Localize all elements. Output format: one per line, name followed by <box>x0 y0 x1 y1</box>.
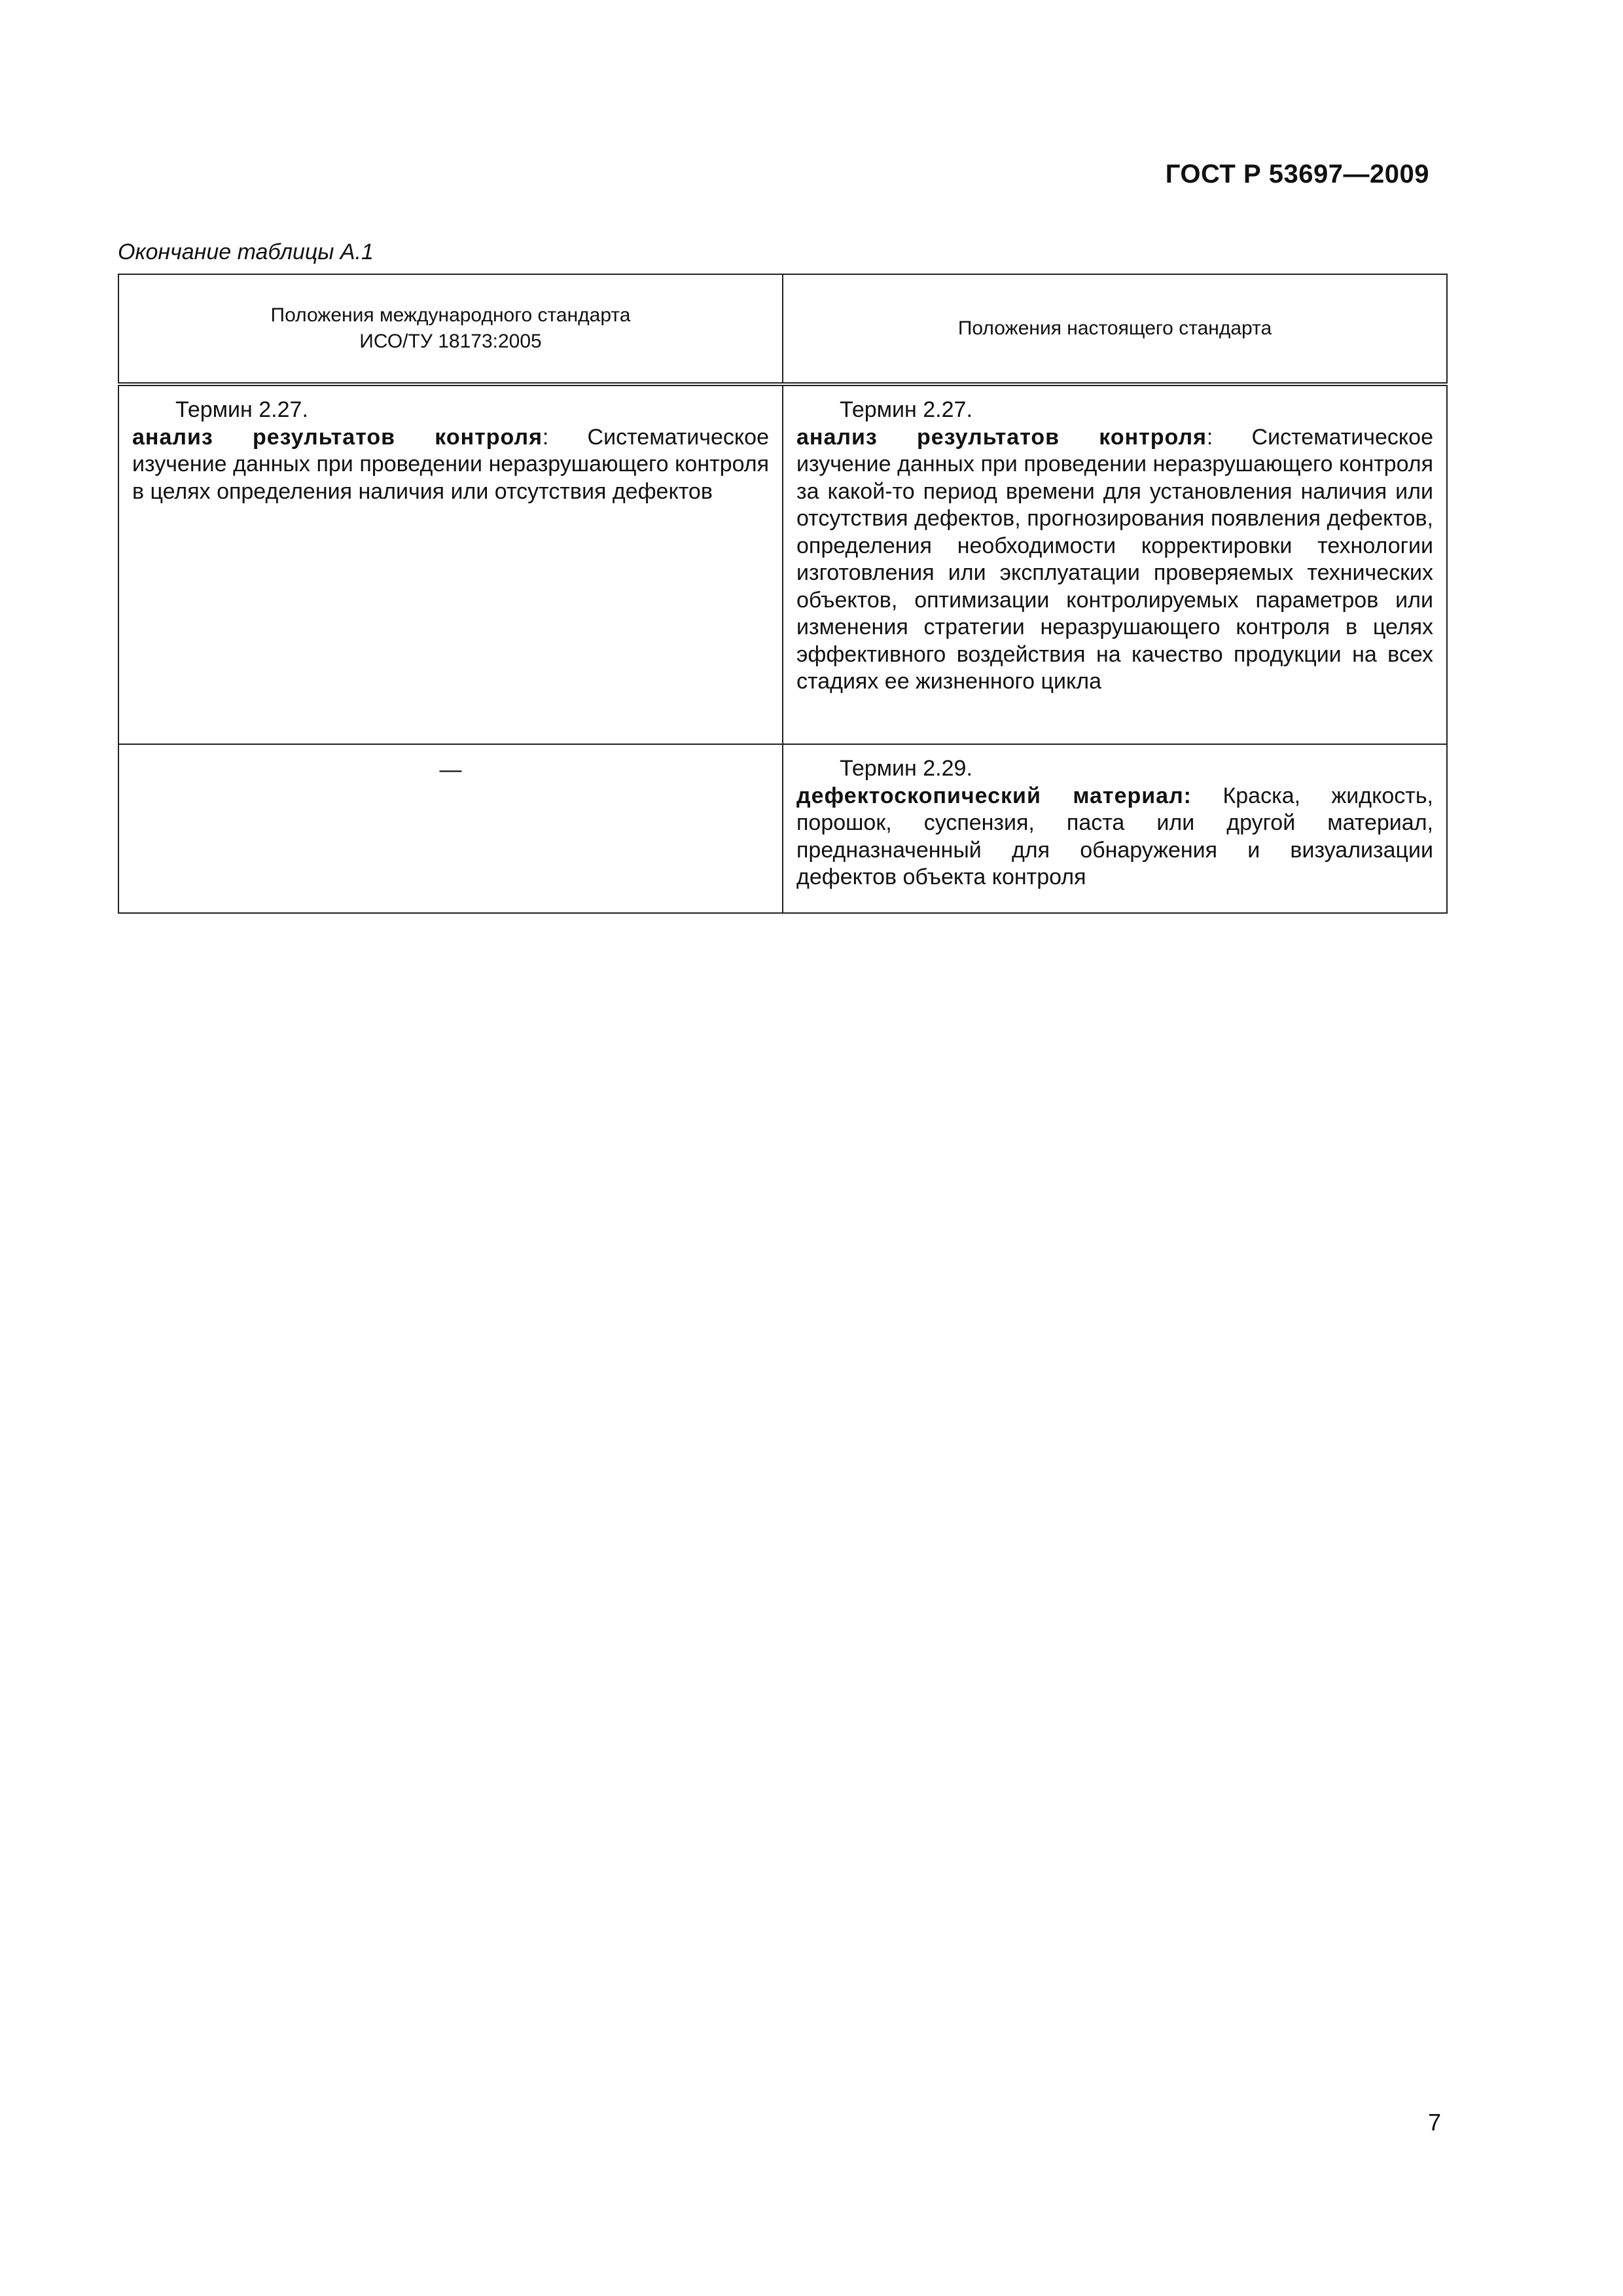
table-cell-international-empty <box>118 744 783 913</box>
column-header-international-line1: Положения международного стандарта <box>270 304 631 326</box>
comparison-table-container <box>118 274 1446 914</box>
page-number: 7 <box>1427 2109 1441 2136</box>
table-cell-international <box>118 384 783 744</box>
empty-cell-dash: — <box>439 757 462 782</box>
table-header <box>118 274 1447 384</box>
term-definition: : Систематическое изучение данных при проведении неразрушающего контроля за какой-то период времени для установления наличия или отсутствия дефектов, прогнозирования появления дефектов, определения необходимости корректировки технологии изготовления или эксплуатации проверяемых технических объектов, оптимизации контролируемых параметров или изменения стратегии неразрушающего контроля в целях эффективного воздействия на качество продукции на всех стадиях ее жизненного цикла <box>796 424 1433 694</box>
term-number: Термин 2.27. <box>175 397 308 422</box>
document-header-standard-id: ГОСТ Р 53697—2009 <box>1165 160 1429 188</box>
table-row <box>118 744 1447 913</box>
term-number: Термин 2.29. <box>840 756 972 781</box>
term-definition: Краска, жидкость, порошок, суспензия, паста или другой материал, предназначенный для обнаружения и визуализации дефектов объекта контроля <box>796 783 1433 889</box>
table-cell-current <box>783 744 1447 913</box>
column-header-international <box>118 274 783 384</box>
column-header-international-line2: ИСО/ТУ 18173:2005 <box>359 331 542 352</box>
table-header-row <box>118 274 1447 384</box>
term-definition: : Систематическое изучение данных при проведении неразрушающего контроля в целях определения наличия или отсутствия дефектов <box>132 424 769 504</box>
table-row <box>118 384 1447 744</box>
term-title: анализ результатов контроля <box>796 424 1207 450</box>
term-title: анализ результатов контроля <box>132 424 543 450</box>
term-title: дефектоскопический материал: <box>796 783 1192 808</box>
table-caption: Окончание таблицы А.1 <box>118 240 374 264</box>
table-cell-current <box>783 384 1447 744</box>
term-number: Термин 2.27. <box>840 397 972 422</box>
column-header-current <box>783 274 1447 384</box>
column-header-current-line1: Положения настоящего стандарта <box>957 317 1272 339</box>
table-body <box>118 384 1447 913</box>
comparison-table <box>118 274 1448 914</box>
